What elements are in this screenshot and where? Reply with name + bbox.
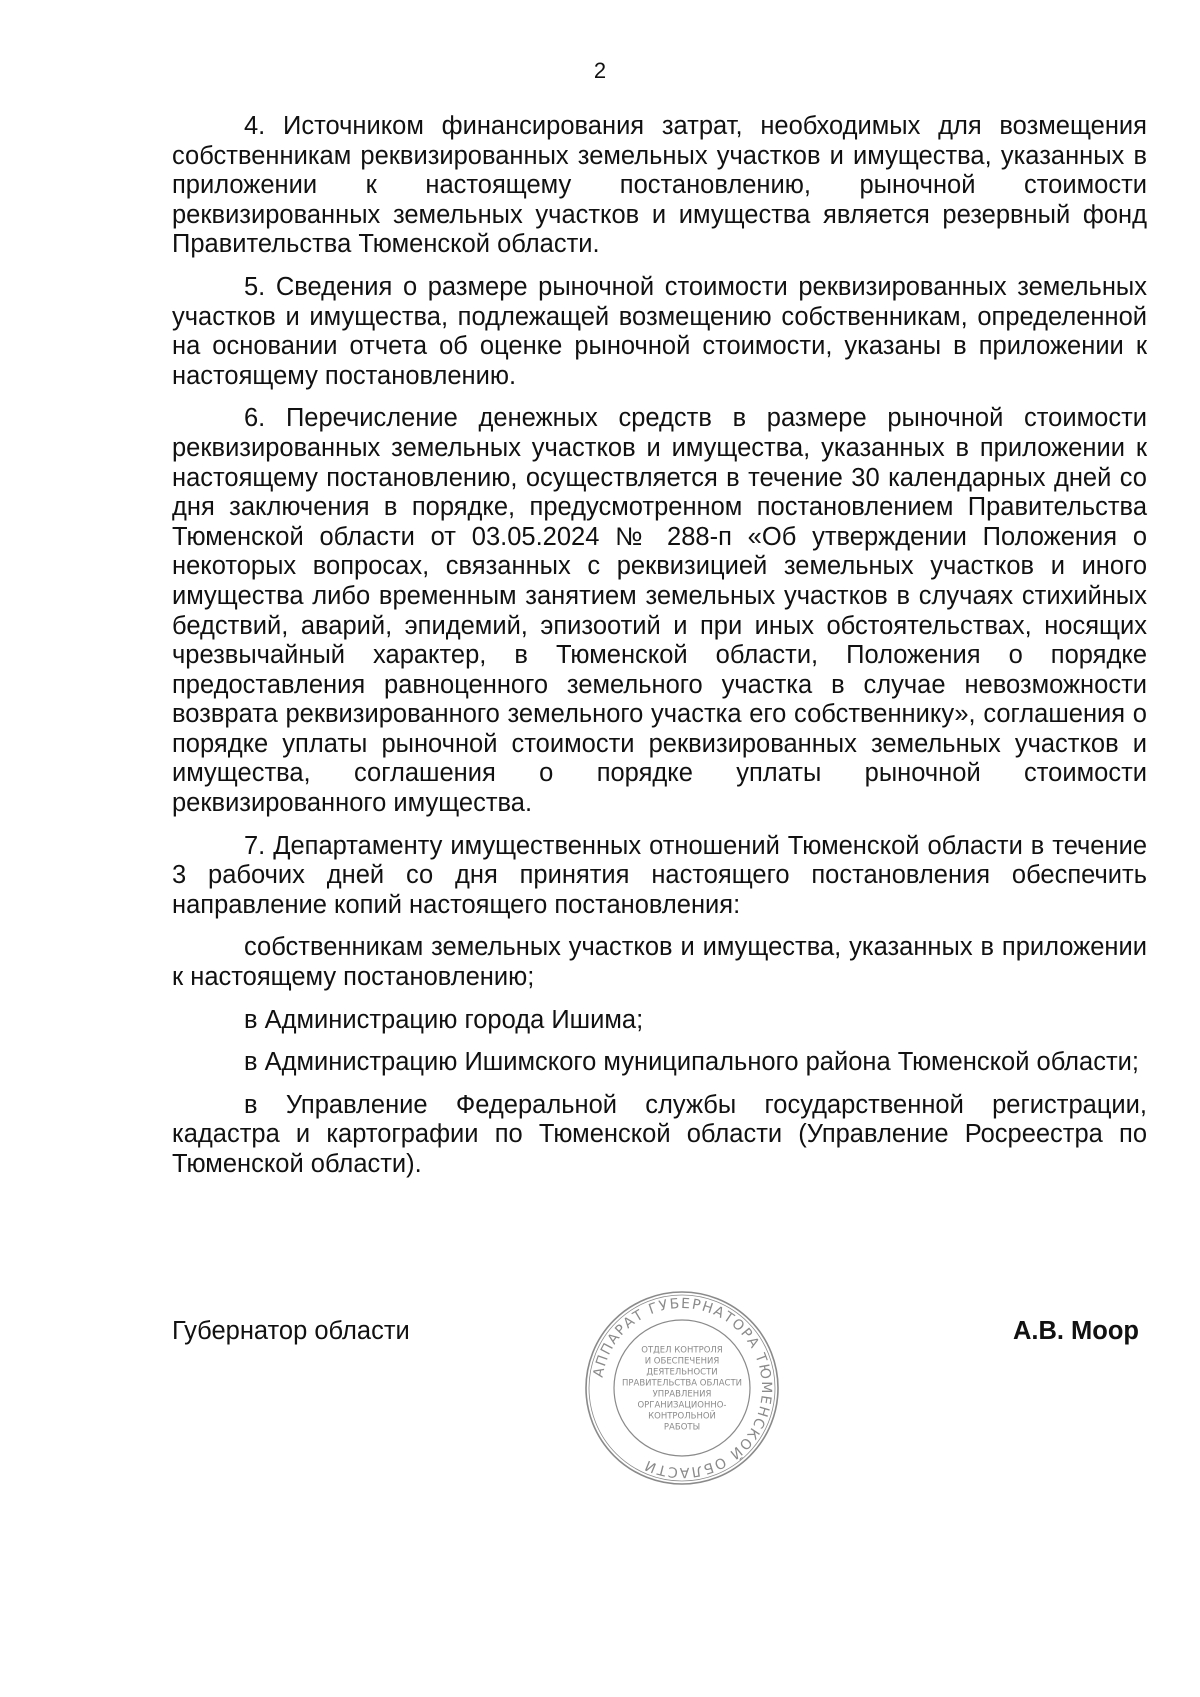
- recipient-rosreestr: в Управление Федеральной службы государственной регистрации, кадастра и картографии по Тюменской области (Управление Росреестра по Тюменской области).: [172, 1090, 1147, 1178]
- svg-text:АППАРАТ ГУБЕРНАТОРА ТЮМЕНСКОЙ: АППАРАТ ГУБЕРНАТОРА ТЮМЕНСКОЙ ОБЛАСТИ: [590, 1295, 775, 1481]
- signer-name: А.В. Моор: [1012, 1317, 1139, 1345]
- signer-title: Губернатор области: [172, 1317, 410, 1345]
- seal-inner-line: КОНТРОЛЬНОЙ: [648, 1411, 716, 1422]
- page-number: 2: [593, 58, 607, 83]
- official-seal: [582, 1288, 782, 1488]
- seal-inner-line: РАБОТЫ: [663, 1422, 701, 1433]
- paragraph-7: 7. Департаменту имущественных отношений Тюменской области в течение 3 рабочих дней со дня принятия настоящего постановления обеспечить направление копий настоящего постановления:: [172, 831, 1147, 919]
- document-body: [172, 112, 1147, 1193]
- signature-block: [172, 1295, 1147, 1508]
- paragraph-4: 4. Источником финансирования затрат, необходимых для возмещения собственникам реквизированных земельных участков и имущества, указанных в приложении к настоящему постановлению, рыночной стоимости реквизированных земельных участков и имущества является резервный фонд Правительства Тюменской области.: [172, 112, 1147, 259]
- recipient-ishim-district: в Администрацию Ишимского муниципального района Тюменской области;: [244, 1048, 1139, 1077]
- seal-inner-line: ОТДЕЛ КОНТРОЛЯ: [641, 1345, 723, 1356]
- recipient-ishim-city: в Администрацию города Ишима;: [244, 1005, 644, 1034]
- seal-inner-line: УПРАВЛЕНИЯ: [652, 1389, 712, 1400]
- seal-inner-line: ПРАВИТЕЛЬСТВА ОБЛАСТИ: [622, 1378, 742, 1389]
- seal-inner-line: ОРГАНИЗАЦИОННО-: [637, 1400, 727, 1411]
- seal-inner-line: И ОБЕСПЕЧЕНИЯ: [644, 1356, 720, 1367]
- seal-inner-line: ДЕЯТЕЛЬНОСТИ: [646, 1367, 718, 1378]
- recipient-owners: собственникам земельных участков и имущества, указанных в приложении к настоящему постановлению;: [172, 933, 1147, 992]
- paragraph-6: 6. Перечисление денежных средств в размере рыночной стоимости реквизированных земельных участков и имущества, указанных в приложении к настоящему постановлению, осуществляется в течение 30 календарных дней со дня заключения в порядке, предусмотренном постановлением Правительства Тюменской области от 03.05.2024 № 288-п «Об утверждении Положения о некоторых вопросах, связанных с реквизицией земельных участков и иного имущества либо временным занятием земельных участков в случаях стихийных бедствий, аварий, эпидемий, эпизоотий и при иных обстоятельствах, носящих чрезвычайный характер, в Тюменской области, Положения о порядке предоставления равноценного земельного участка в случае невозможности возврата реквизированного земельного участка его собственнику», соглашения о порядке уплаты рыночной стоимости реквизированных земельных участков и имущества, соглашения о порядке уплаты рыночной стоимости реквизированного имущества.: [172, 404, 1147, 818]
- paragraph-5: 5. Сведения о размере рыночной стоимости реквизированных земельных участков и имущества, подлежащей возмещению собственникам, определенной на основании отчета об оценке рыночной стоимости, указаны в приложении к настоящему постановлению.: [172, 272, 1147, 390]
